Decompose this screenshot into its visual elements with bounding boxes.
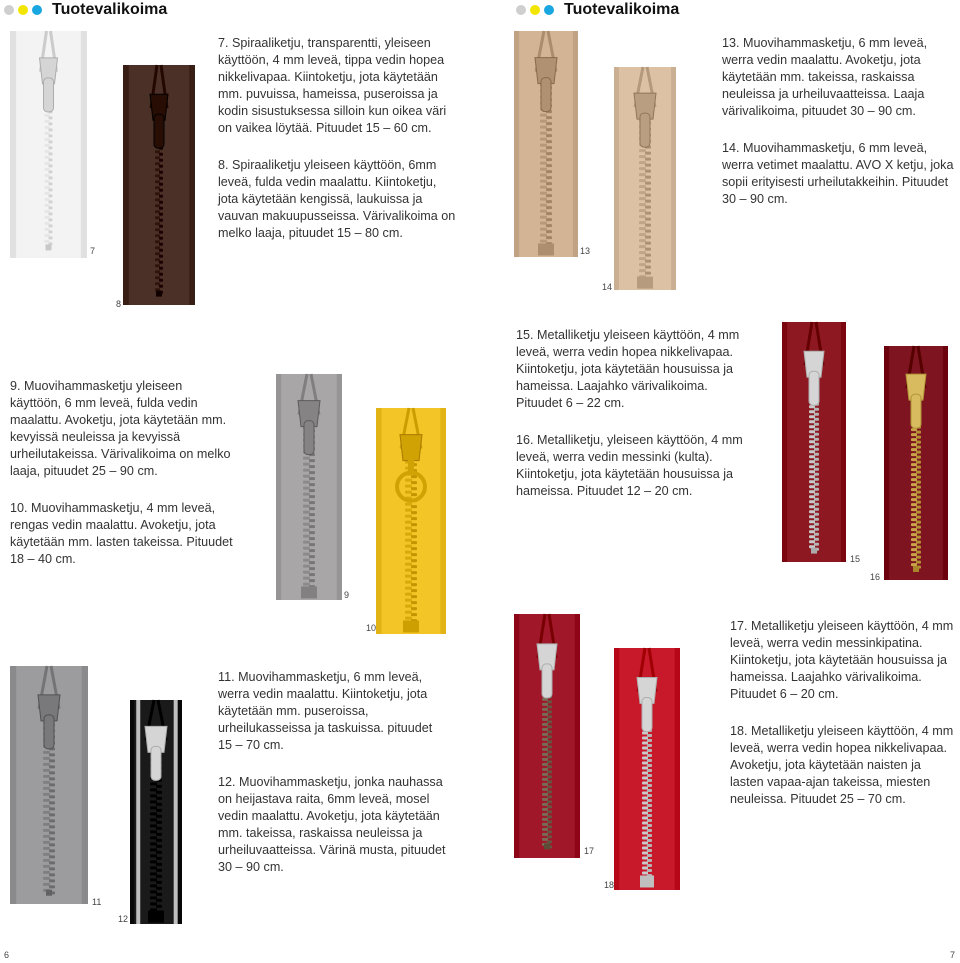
zipper-11-image: [10, 666, 88, 904]
figure-number-12: 12: [118, 914, 129, 924]
item-18-description: 18. Metalliketju yleiseen käyttöön, 4 mm leveä, werra vedin hopea nikkelivapaa. Avoketju, jota käytetään naisten ja lasten vapaa-ajan takeissa, miesten neuleissa. Pituudet 25 – 70 cm.: [730, 724, 954, 806]
dot-blue: [544, 5, 554, 15]
page-number-left: 6: [4, 950, 10, 960]
figure-number-18: 18: [604, 880, 615, 890]
figure-number-9: 9: [344, 590, 350, 600]
text-block-17-18: [730, 618, 958, 826]
dot-yellow: [530, 5, 540, 15]
dot-gray: [516, 5, 526, 15]
figure-number-17: 17: [584, 846, 595, 856]
item-15-description: 15. Metalliketju yleiseen käyttöön, 4 mm leveä, werra vedin hopea nikkelivapaa. Kiintoketju, jota käytetään housuissa ja hameissa. Laajahko värivalikoima. Pituudet 6 – 22 cm.: [516, 328, 740, 410]
left-page-title: Tuotevalikoima: [52, 1, 168, 18]
figure-number-16: 16: [870, 572, 881, 582]
zipper-13-image: [514, 31, 578, 257]
dot-yellow: [18, 5, 28, 15]
zipper-12-image: [130, 700, 182, 924]
figure-number-8: 8: [116, 299, 122, 309]
page-number-right: 7: [950, 950, 956, 960]
zipper-14-image: [614, 67, 676, 290]
zipper-15-image: [782, 322, 846, 562]
left-header: [4, 0, 167, 20]
item-12-description: 12. Muovihammasketju, jonka nauhassa on heijastava raita, 6mm leveä, mosel vedin maalattu. Avoketju, jota käytetään mm. takeissa, raskaissa neuleissa ja urheiluvaatteissa. Värinä musta, pituudet 30 – 90 cm.: [218, 775, 446, 874]
zipper-17-image: [514, 614, 580, 858]
item-8-description: 8. Spiraaliketju yleiseen käyttöön, 6mm leveä, fulda vedin maalattu. Kiintoketju, jota käytetään kengissä, laukuissa ja vauvan makuupusseissa. Värivalikoima on melko laaja, pituudet 15 – 80 cm.: [218, 158, 456, 240]
right-header: [516, 0, 679, 20]
item-7-description: 7. Spiraaliketju, transparentti, yleiseen käyttöön, 4 mm leveä, tippa vedin hopea nikkelivapaa. Kiintoketju, jota käytetään mm. puvuissa, hameissa, puseroissa ja kodin sisustuksessa silloin kun oikea väri on vaikea löytää. Pituudet 15 – 60 cm.: [218, 36, 447, 135]
dot-blue: [32, 5, 42, 15]
figure-number-13: 13: [580, 246, 591, 256]
zipper-16-image: [884, 346, 948, 580]
item-11-description: 11. Muovihammasketju, 6 mm leveä, werra vedin maalattu. Kiintoketju, jota käytetään mm. puseroissa, urheilukasseissa ja taskuissa. pituudet 15 – 70 cm.: [218, 670, 433, 752]
zipper-7-image: [10, 31, 87, 258]
zipper-9-image: [276, 374, 342, 600]
zipper-8-image: [123, 65, 195, 305]
figure-number-14: 14: [602, 282, 613, 292]
figure-number-11: 11: [92, 897, 102, 907]
item-14-description: 14. Muovihammasketju, 6 mm leveä, werra vetimet maalattu. AVO X ketju, joka sopii erityisesti urheilutakkeihin. Pituudet 30 – 90 cm.: [722, 141, 954, 206]
figure-number-15: 15: [850, 554, 861, 564]
right-page-title: Tuotevalikoima: [564, 1, 680, 18]
figure-number-7: 7: [90, 246, 96, 256]
text-block-7-8: [218, 35, 458, 260]
item-16-description: 16. Metalliketju, yleiseen käyttöön, 4 mm leveä, werra vedin messinki (kulta). Kiintoketju, jota käytetään housuissa ja hameissa. Pituudet 12 – 20 cm.: [516, 433, 743, 498]
zipper-10-image: [376, 408, 446, 634]
text-block-15-16: [516, 327, 750, 518]
item-13-description: 13. Muovihammasketju, 6 mm leveä, werra vedin maalattu. Avoketju, jota käytetään mm. takeissa, raskaissa neuleissa ja urheiluvaatteissa. Laaja värivalikoima, pituudet 30 – 90 cm.: [722, 36, 928, 118]
item-17-description: 17. Metalliketju yleiseen käyttöön, 4 mm leveä, werra vedin messinkipatina. Kiintoketju, jota käytetään housuissa ja hameissa. Laajahko värivalikoima. Pituudet 6 – 20 cm.: [730, 619, 954, 701]
text-block-11-12: [218, 669, 448, 894]
dot-gray: [4, 5, 14, 15]
text-block-13-14: [722, 35, 954, 226]
figure-number-10: 10: [366, 623, 377, 633]
text-block-9-10: [10, 378, 236, 586]
zipper-18-image: [614, 648, 680, 890]
item-9-description: 9. Muovihammasketju yleiseen käyttöön, 6 mm leveä, fulda vedin maalattu. Avoketju, jota käytetään mm. kevyissä neuleissa ja kevyissä urheilutakeissa. Värivalikoima on melko laaja, pituudet 25 – 90 cm.: [10, 379, 231, 478]
item-10-description: 10. Muovihammasketju, 4 mm leveä, rengas vedin maalattu. Avoketju, jota käytetään mm. lasten takeissa. Pituudet 18 – 40 cm.: [10, 501, 233, 566]
